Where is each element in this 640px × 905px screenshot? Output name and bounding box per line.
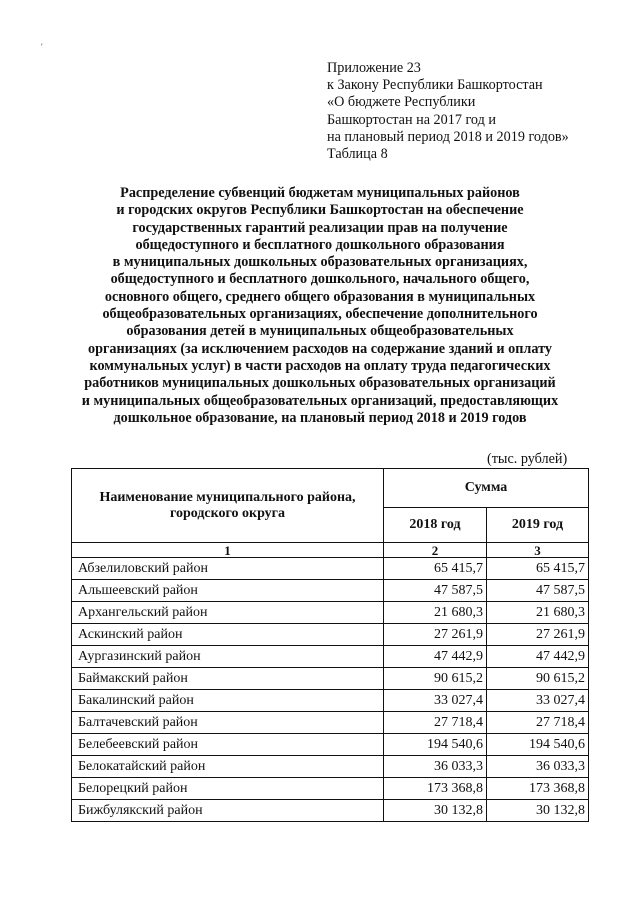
table-row: [72, 668, 589, 690]
column-number: 3: [487, 543, 589, 558]
value-2018: 173 368,8: [384, 778, 487, 800]
table-row: [72, 624, 589, 646]
municipality-name: Архангельский район: [72, 602, 384, 624]
title-line: общедоступного и бесплатного дошкольного образования: [135, 236, 505, 253]
header-2019: 2019 год: [487, 508, 589, 543]
appendix-line: «О бюджете Республики: [327, 94, 476, 111]
header-municipality: Наименование муниципального района, городского округа: [72, 469, 384, 543]
title-line: дошкольное образование, на плановый период 2018 и 2019 годов: [113, 409, 527, 426]
title-line: в муниципальных дошкольных образовательных организациях,: [112, 254, 528, 271]
municipality-name: Белокатайский район: [72, 756, 384, 778]
value-2019: 47 587,5: [487, 580, 589, 602]
title-line: государственных гарантий реализации прав на получение: [132, 219, 508, 236]
table-row: [72, 580, 589, 602]
value-2018: 21 680,3: [384, 602, 487, 624]
municipality-name: Белорецкий район: [72, 778, 384, 800]
table-row: [72, 646, 589, 668]
municipality-name: Аургазинский район: [72, 646, 384, 668]
column-number: 2: [384, 543, 487, 558]
municipality-name: Бакалинский район: [72, 690, 384, 712]
appendix-line: к Закону Республики Башкортостан: [327, 77, 543, 94]
appendix-header: [327, 60, 627, 163]
value-2018: 194 540,6: [384, 734, 487, 756]
table-row: [72, 690, 589, 712]
title-line: Распределение субвенций бюджетам муниципальных районов: [120, 185, 520, 201]
value-2019: 47 442,9: [487, 646, 589, 668]
table-row: [72, 778, 589, 800]
value-2018: 90 615,2: [384, 668, 487, 690]
column-number: 1: [72, 543, 384, 558]
municipality-name: Абзелиловский район: [72, 558, 384, 580]
title-line: общеобразовательных организациях, обеспечение дополнительного: [102, 306, 538, 323]
municipality-name: Альшеевский район: [72, 580, 384, 602]
value-2018: 36 033,3: [384, 756, 487, 778]
table-row: [72, 558, 589, 580]
unit-label: (тыс. рублей): [487, 451, 568, 467]
title-line: коммунальных услуг) в части расходов на оплату труда педагогических: [89, 357, 551, 374]
value-2019: 36 033,3: [487, 756, 589, 778]
municipality-name: Аскинский район: [72, 624, 384, 646]
municipality-name: Белебеевский район: [72, 734, 384, 756]
header-sum: Сумма: [384, 469, 589, 508]
value-2019: 27 261,9: [487, 624, 589, 646]
document-title: [60, 185, 580, 427]
title-line: и городских округов Республики Башкортостан на обеспечение: [116, 202, 524, 219]
column-numbers-row: [72, 543, 589, 558]
title-line: работников муниципальных дошкольных образовательных организаций: [84, 375, 556, 392]
value-2018: 30 132,8: [384, 800, 487, 822]
table-row: [72, 734, 589, 756]
title-line: основного общего, среднего общего образования в муниципальных: [104, 288, 536, 305]
header-2018: 2018 год: [384, 508, 487, 543]
value-2019: 90 615,2: [487, 668, 589, 690]
table-row: [72, 602, 589, 624]
table-row: [72, 800, 589, 822]
value-2019: 30 132,8: [487, 800, 589, 822]
title-line: организациях (за исключением расходов на содержание зданий и оплату: [88, 340, 552, 357]
value-2018: 27 718,4: [384, 712, 487, 734]
scan-mark: ': [41, 42, 43, 52]
value-2018: 65 415,7: [384, 558, 487, 580]
appendix-line: Приложение 23: [327, 60, 421, 76]
value-2019: 65 415,7: [487, 558, 589, 580]
value-2019: 173 368,8: [487, 778, 589, 800]
value-2018: 47 587,5: [384, 580, 487, 602]
value-2019: 21 680,3: [487, 602, 589, 624]
table-row: [72, 756, 589, 778]
value-2019: 33 027,4: [487, 690, 589, 712]
value-2018: 33 027,4: [384, 690, 487, 712]
value-2019: 194 540,6: [487, 734, 589, 756]
municipality-name: Бижбулякский район: [72, 800, 384, 822]
appendix-line: на плановый период 2018 и 2019 годов»: [327, 128, 569, 145]
title-line: общедоступного и бесплатного дошкольного, начального общего,: [110, 271, 530, 288]
municipality-name: Балтачевский район: [72, 712, 384, 734]
appendix-line: Таблица 8: [327, 146, 388, 163]
value-2018: 47 442,9: [384, 646, 487, 668]
value-2019: 27 718,4: [487, 712, 589, 734]
municipality-name: Баймакский район: [72, 668, 384, 690]
value-2018: 27 261,9: [384, 624, 487, 646]
title-line: и муниципальных общеобразовательных организаций, предоставляющих: [81, 392, 559, 409]
subventions-table: [71, 468, 589, 822]
table-row: [72, 712, 589, 734]
title-line: образования детей в муниципальных общеобразовательных: [126, 323, 514, 340]
appendix-line: Башкортостан на 2017 год и: [327, 111, 496, 128]
